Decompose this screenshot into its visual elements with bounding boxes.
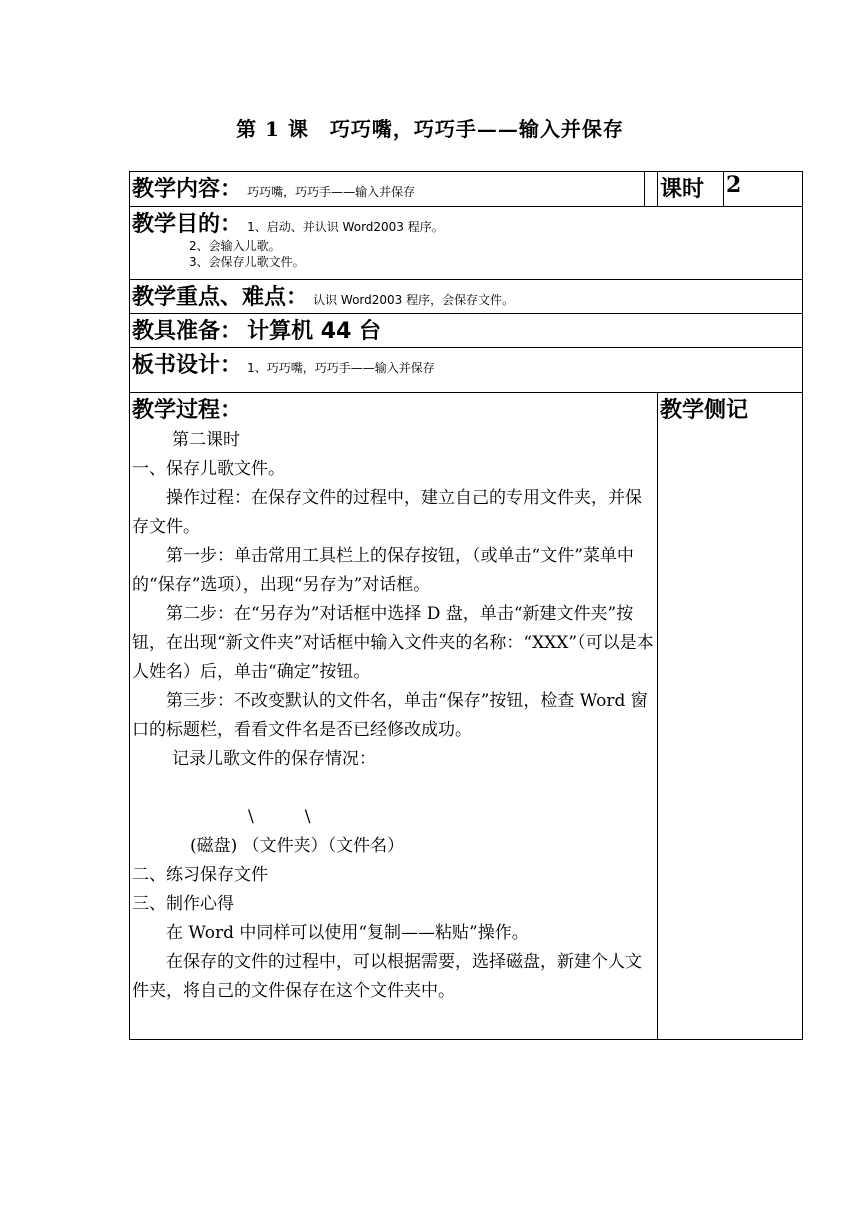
step-3-paragraph: 第三步：不改变默认的文件名，单击“保存”按钮，检查 Word 窗口的标题栏，看看文件名是否已经修改成功。	[132, 691, 648, 740]
tip-1-paragraph: 在 Word 中同样可以使用“复制——粘贴”操作。	[166, 923, 529, 943]
key-points-row	[130, 280, 803, 314]
content-row	[130, 172, 803, 207]
hours-label: 课时	[660, 177, 705, 202]
lesson-title: 第 1 课 巧巧嘴，巧巧手——输入并保存	[236, 117, 624, 141]
key-points-label: 教学重点、难点：	[132, 285, 309, 310]
goals-item-2: 2、会输入儿歌。	[189, 239, 281, 253]
path-separator: \ \	[248, 807, 311, 827]
tools-row	[130, 314, 803, 348]
goals-item-1: 1、启动、并认识 Word2003 程序。	[247, 220, 444, 234]
lesson-plan-table	[129, 171, 803, 1040]
section-3-heading: 三、制作心得	[132, 894, 234, 914]
tools-label: 教具准备：	[132, 319, 243, 344]
process-row	[130, 393, 803, 1040]
board-value: 1、巧巧嘴，巧巧手——输入并保存	[247, 361, 435, 375]
content-label: 教学内容：	[132, 177, 243, 202]
board-label: 板书设计：	[132, 353, 243, 378]
session-text: 第二课时	[172, 430, 240, 450]
content-value: 巧巧嘴，巧巧手——输入并保存	[247, 185, 416, 199]
goals-label: 教学目的：	[132, 212, 243, 237]
tip-2-paragraph: 在保存的文件的过程中，可以根据需要，选择磁盘，新建个人文件夹，将自己的文件保存在这个文件夹中。	[132, 952, 642, 1001]
operation-paragraph: 操作过程：在保存文件的过程中，建立自己的专用文件夹，并保存文件。	[132, 488, 642, 537]
path-labels: (磁盘) （文件夹）（文件名）	[190, 836, 405, 856]
board-row	[130, 348, 803, 393]
key-points-value: 认识 Word2003 程序，会保存文件。	[313, 293, 515, 307]
process-label: 教学过程：	[132, 398, 243, 423]
step-1-paragraph: 第一步：单击常用工具栏上的保存按钮，（或单击“文件”菜单中的“保存”选项），出现“另存为”对话框。	[132, 546, 634, 595]
process-body	[132, 424, 655, 1006]
record-text: 记录儿歌文件的保存情况：	[172, 749, 376, 769]
step-2-paragraph: 第二步：在“另存为”对话框中选择 D 盘，单击“新建文件夹”按钮，在出现“新文件夹”对话框中输入文件夹的名称：“XXX”（可以是本人姓名）后，单击“确定”按钮。	[132, 604, 654, 682]
goals-item-3: 3、会保存儿歌文件。	[189, 255, 305, 269]
goals-row	[130, 207, 803, 280]
hours-value: 2	[726, 172, 742, 198]
section-1-heading: 一、保存儿歌文件。	[132, 459, 285, 479]
tools-value: 计算机 44 台	[247, 319, 382, 344]
side-notes-label: 教学侧记	[660, 398, 749, 423]
section-2-heading: 二、练习保存文件	[132, 865, 268, 885]
